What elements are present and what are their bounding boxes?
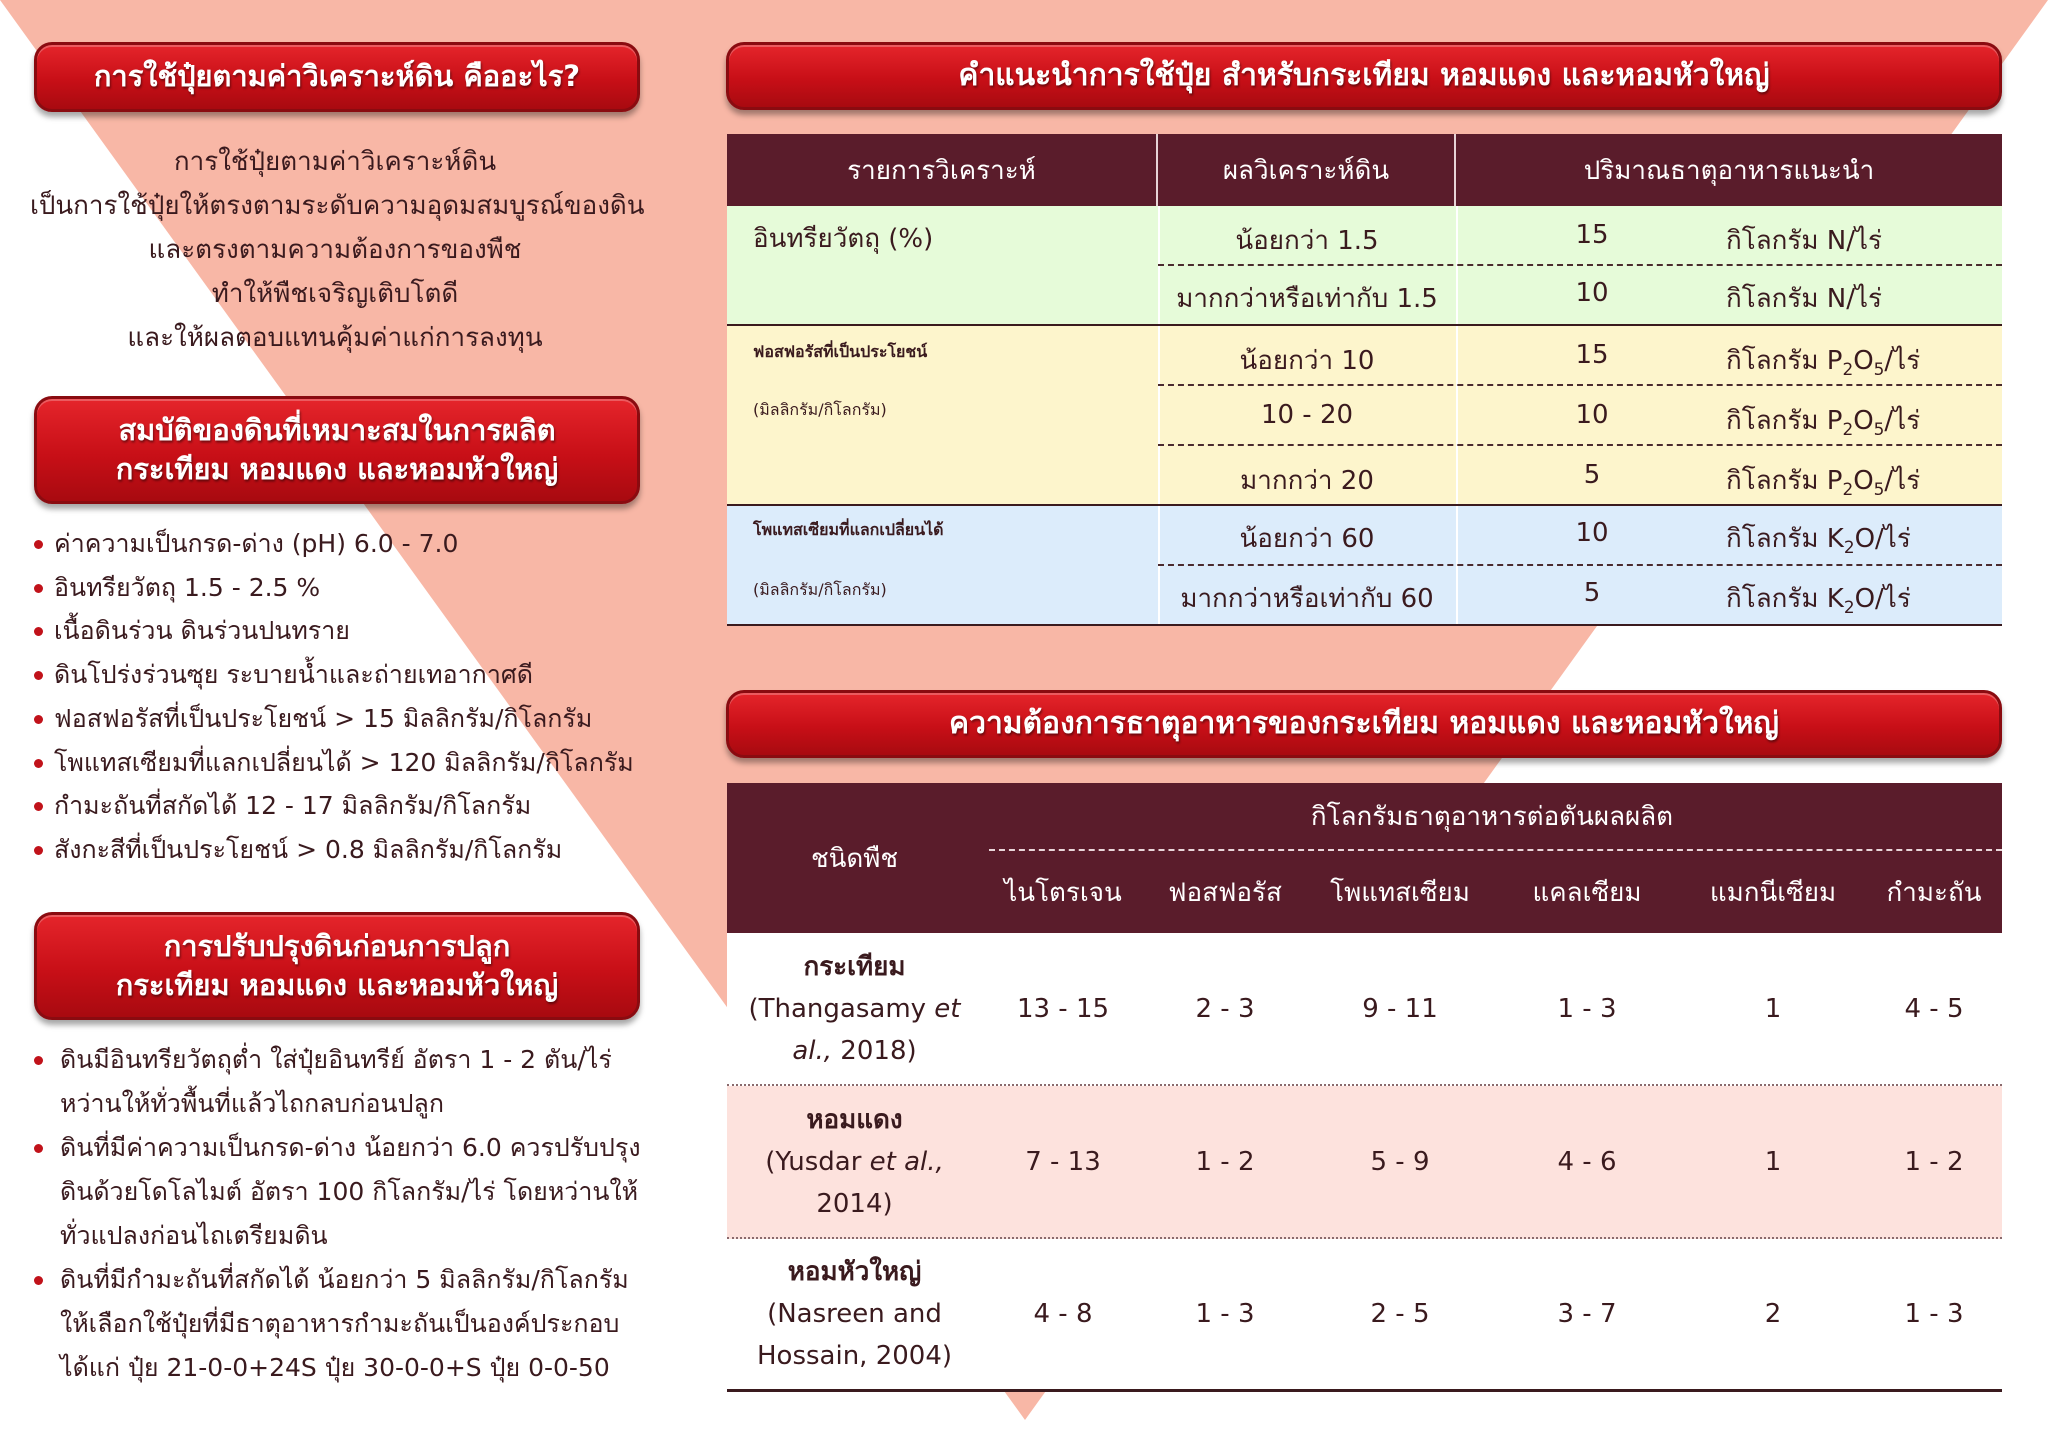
soil-improvement-title-line: การปรับปรุงดินก่อนการปลูก — [163, 928, 511, 963]
list-item — [32, 1126, 641, 1258]
result-cell: 10 - 20 — [1260, 400, 1354, 430]
amount-cell: 10 — [1575, 278, 1609, 308]
amount-cell: 5 — [1583, 578, 1601, 608]
value-cell: 1 - 3 — [1904, 1299, 1964, 1329]
soil-improvement-title — [34, 912, 640, 1020]
header-nutrient-group: กิโลกรัมธาตุอาหารต่อตันผลผลิต — [1310, 801, 1674, 832]
soil-properties-title-line: สมบัติของดินที่เหมาะสมในการผลิต — [118, 412, 556, 447]
value-cell: 1 - 3 — [1557, 993, 1617, 1024]
list-item: กำมะถันที่สกัดได้ 12 - 17 มิลลิกรัม/กิโลกรัม — [32, 784, 634, 828]
header-sulfur: กำมะถัน — [1886, 877, 1982, 908]
what-is-title — [34, 42, 640, 112]
crop-name: กระเทียม — [803, 951, 906, 982]
table-row — [727, 386, 2002, 444]
crop-cell — [727, 1086, 982, 1237]
result-cell: มากกว่าหรือเท่ากับ 1.5 — [1176, 284, 1438, 314]
intro-line: และตรงตามความต้องการของพืช — [148, 235, 522, 265]
value-cell: 7 - 13 — [1025, 1146, 1101, 1177]
requirement-table — [727, 783, 2002, 1392]
requirement-title-text: ความต้องการธาตุอาหารของกระเทียม หอมแดง และหอมหัวใหญ่ — [949, 705, 1779, 741]
value-cell: 1 - 2 — [1904, 1146, 1964, 1177]
crop-name: หอมแดง — [806, 1104, 903, 1135]
value-cell: 1 - 2 — [1195, 1146, 1255, 1177]
organic-matter-label: อินทรียวัตถุ (%) — [753, 224, 934, 254]
soil-improvement-title-line: กระเทียม หอมแดง และหอมหัวใหญ่ — [115, 968, 559, 1002]
list-item: สังกะสีที่เป็นประโยชน์ > 0.8 มิลลิกรัม/กิโลกรัม — [32, 828, 634, 872]
value-cell: 1 — [1764, 1146, 1782, 1177]
list-item — [32, 1038, 641, 1126]
table-row-garlic — [727, 933, 2002, 1086]
value-cell: 4 - 6 — [1557, 1146, 1617, 1177]
requirement-title — [726, 690, 2002, 758]
value-cell: 13 - 15 — [1016, 993, 1110, 1024]
header-recommended: ปริมาณธาตุอาหารแนะนำ — [1583, 155, 1875, 186]
result-cell: น้อยกว่า 60 — [1239, 524, 1375, 554]
value-cell: 2 — [1764, 1299, 1782, 1329]
recommendation-table — [727, 134, 2002, 626]
list-item-line: หว่านให้ทั่วพื้นที่แล้วไถกลบก่อนปลูก — [60, 1089, 444, 1118]
list-item-line: ทั่วแปลงก่อนไถเตรียมดิน — [60, 1221, 328, 1250]
list-item-line: ดินที่มีค่าความเป็นกรด-ด่าง น้อยกว่า 6.0 ควรปรับปรุง — [60, 1133, 641, 1162]
crop-reference: (Nasreen and — [767, 1299, 942, 1329]
list-item: อินทรียวัตถุ 1.5 - 2.5 % — [32, 566, 634, 610]
list-item-line: ให้เลือกใช้ปุ๋ยที่มีธาตุอาหารกำมะถันเป็นองค์ประกอบ — [60, 1309, 620, 1338]
amount-cell: 10 — [1575, 400, 1609, 430]
crop-reference: (Thangasamy et — [748, 993, 961, 1024]
value-cell: 2 - 5 — [1370, 1299, 1430, 1329]
result-cell: น้อยกว่า 10 — [1239, 346, 1375, 376]
list-item — [32, 1258, 641, 1390]
value-cell: 1 - 3 — [1195, 1299, 1255, 1329]
crop-cell — [727, 1239, 982, 1389]
value-cell: 4 - 5 — [1904, 993, 1964, 1024]
crop-reference: (Yusdar et al., — [765, 1146, 944, 1177]
table-row — [727, 566, 2002, 624]
table-row — [727, 266, 2002, 324]
crop-reference-cont: 2014) — [816, 1188, 893, 1219]
header-analysis: รายการวิเคราะห์ — [727, 134, 1158, 206]
crop-reference-cont: Hossain, 2004) — [756, 1341, 953, 1371]
list-item: ค่าความเป็นกรด-ด่าง (pH) 6.0 - 7.0 — [32, 522, 634, 566]
intro-text — [30, 140, 645, 360]
potassium-label: โพแทสเซียมที่แลกเปลี่ยนได้ — [753, 520, 944, 539]
soil-properties-list — [32, 522, 634, 872]
crop-reference-cont: al., 2018) — [792, 1035, 917, 1066]
soil-properties-title — [34, 396, 640, 504]
value-cell: 2 - 3 — [1195, 993, 1255, 1024]
unit-cell: กิโลกรัม $P_2O_5/$ไร่ — [1726, 466, 1921, 499]
value-cell: 1 — [1764, 993, 1782, 1024]
header-crop: ชนิดพืช — [810, 843, 899, 874]
crop-name: หอมหัวใหญ่ — [787, 1257, 922, 1287]
unit-cell: กิโลกรัม N/ไร่ — [1726, 226, 1882, 256]
intro-line: การใช้ปุ๋ยตามค่าวิเคราะห์ดิน — [173, 147, 497, 177]
value-cell: 3 - 7 — [1557, 1299, 1617, 1329]
list-item-line: ดินที่มีกำมะถันที่สกัดได้ น้อยกว่า 5 มิลลิกรัม/กิโลกรัม — [60, 1265, 629, 1294]
list-item: โพแทสเซียมที่แลกเปลี่ยนได้ > 120 มิลลิกรัม/กิโลกรัม — [32, 741, 634, 785]
list-item: ดินโปร่งร่วนซุย ระบายน้ำและถ่ายเทอากาศดี — [32, 653, 634, 697]
amount-cell: 15 — [1575, 340, 1609, 370]
phosphorus-group — [727, 326, 2002, 506]
table-row — [727, 446, 2002, 504]
header-calcium: แคลเซียม — [1532, 877, 1642, 908]
amount-cell: 5 — [1583, 460, 1601, 490]
what-is-title-text: การใช้ปุ๋ยตามค่าวิเคราะห์ดิน คืออะไร? — [93, 59, 581, 94]
list-item: ฟอสฟอรัสที่เป็นประโยชน์ > 15 มิลลิกรัม/กิโลกรัม — [32, 697, 634, 741]
value-cell: 4 - 8 — [1033, 1299, 1093, 1329]
table-row-onion — [727, 1239, 2002, 1392]
table-row — [727, 326, 2002, 384]
unit-cell: กิโลกรัม $P_2O_5/$ไร่ — [1726, 346, 1921, 379]
amount-cell: 15 — [1575, 220, 1609, 250]
phosphorus-label: ฟอสฟอรัสที่เป็นประโยชน์ — [753, 342, 928, 361]
intro-line: ทำให้พืชเจริญเติบโตดี — [211, 279, 459, 309]
unit-cell: กิโลกรัม N/ไร่ — [1726, 284, 1882, 314]
soil-properties-title-line: กระเทียม หอมแดง และหอมหัวใหญ่ — [115, 452, 559, 486]
organic-matter-group — [727, 206, 2002, 326]
value-cell: 9 - 11 — [1362, 993, 1438, 1024]
table-header-row — [727, 134, 2002, 206]
header-phosphorus: ฟอสฟอรัส — [1168, 877, 1282, 908]
header-result: ผลวิเคราะห์ดิน — [1158, 134, 1456, 206]
unit-cell: กิโลกรัม $P_2O_5/$ไร่ — [1726, 406, 1921, 439]
table-row-shallot — [727, 1086, 2002, 1239]
header-potassium: โพแทสเซียม — [1330, 877, 1470, 908]
result-cell: น้อยกว่า 1.5 — [1235, 226, 1379, 256]
crop-cell — [727, 933, 982, 1084]
unit-cell: กิโลกรัม $K_2O/$ไร่ — [1726, 584, 1911, 617]
soil-improvement-list — [32, 1038, 641, 1390]
list-item-line: ดินมีอินทรียวัตถุต่ำ ใส่ปุ๋ยอินทรีย์ อัตรา 1 - 2 ตัน/ไร่ — [60, 1045, 612, 1074]
result-cell: มากกว่า 20 — [1240, 466, 1374, 496]
potassium-unit-label: (มิลลิกรัม/กิโลกรัม) — [753, 580, 887, 599]
header-nitrogen: ไนโตรเจน — [1004, 877, 1122, 908]
phosphorus-unit-label: (มิลลิกรัม/กิโลกรัม) — [753, 400, 887, 419]
result-cell: มากกว่าหรือเท่ากับ 60 — [1180, 584, 1434, 614]
table-row — [727, 206, 2002, 264]
list-item: เนื้อดินร่วน ดินร่วนปนทราย — [32, 609, 634, 653]
table-header — [727, 783, 2002, 933]
intro-line: เป็นการใช้ปุ๋ยให้ตรงตามระดับความอุดมสมบูรณ์ของดิน — [30, 191, 645, 221]
header-magnesium: แมกนีเซียม — [1709, 877, 1837, 908]
recommendation-title-text: คำแนะนำการใช้ปุ๋ย สำหรับกระเทียม หอมแดง และหอมหัวใหญ่ — [958, 57, 1770, 93]
unit-cell: กิโลกรัม $K_2O/$ไร่ — [1726, 524, 1911, 557]
list-item-line: ดินด้วยโดโลไมต์ อัตรา 100 กิโลกรัม/ไร่ โดยหว่านให้ — [60, 1177, 639, 1206]
intro-line: และให้ผลตอบแทนคุ้มค่าแก่การลงทุน — [127, 323, 543, 353]
potassium-group — [727, 506, 2002, 626]
value-cell: 5 - 9 — [1370, 1146, 1430, 1177]
table-row — [727, 506, 2002, 564]
recommendation-title — [726, 42, 2002, 110]
list-item-line: ได้แก่ ปุ๋ย 21-0-0+24S ปุ๋ย 30-0-0+S ปุ๋ย 0-0-50 — [60, 1353, 610, 1382]
amount-cell: 10 — [1575, 518, 1609, 548]
